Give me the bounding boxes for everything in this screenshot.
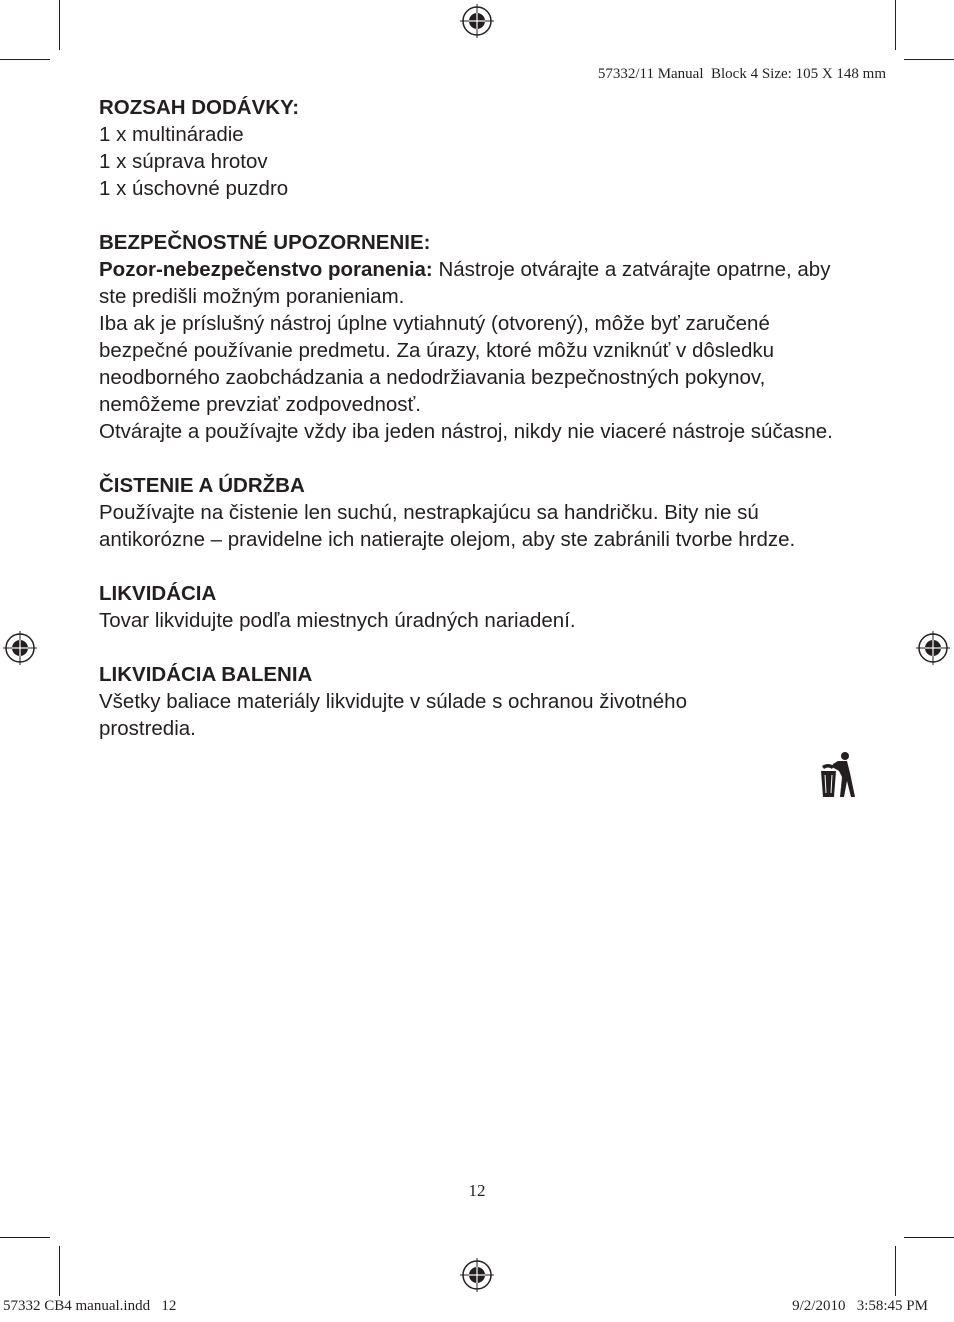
page-number: 12 bbox=[468, 1181, 486, 1200]
footer-file-info: 57332 CB4 manual.indd 12 bbox=[3, 1298, 177, 1314]
paragraph: Tovar likvidujte podľa miestnych úradných nariadení. bbox=[99, 609, 576, 632]
section-heading: BEZPEČNOSTNÉ UPOZORNENIE: bbox=[99, 231, 431, 254]
list-item: 1 x úschovné puzdro bbox=[99, 177, 289, 200]
section-heading: LIKVIDÁCIA bbox=[99, 582, 217, 605]
crop-mark bbox=[0, 1237, 50, 1238]
section-scope-of-delivery bbox=[99, 94, 859, 202]
warning-text: Nástroje otvárajte a zatvárajte opatrne, aby ste predišli možným poranieniam. bbox=[99, 258, 831, 308]
list-item: 1 x súprava hrotov bbox=[99, 150, 268, 173]
registration-mark-icon bbox=[916, 631, 950, 665]
registration-mark-icon bbox=[460, 1258, 494, 1292]
warning-lead: Pozor-nebezpečenstvo poranenia: bbox=[99, 258, 433, 281]
paragraph: Otvárajte a používajte vždy iba jeden nástroj, nikdy nie viaceré nástroje súčasne. bbox=[99, 420, 833, 443]
registration-mark-icon bbox=[3, 631, 37, 665]
crop-mark bbox=[0, 59, 50, 60]
section-heading: ČISTENIE A ÚDRŽBA bbox=[99, 474, 305, 497]
crop-mark bbox=[904, 59, 954, 60]
section-heading: ROZSAH DODÁVKY: bbox=[99, 96, 300, 119]
section-cleaning-maintenance bbox=[99, 472, 859, 553]
paragraph: Všetky baliace materiály likvidujte v súlade s ochranou životného prostredia. bbox=[99, 690, 687, 740]
footer-timestamp: 9/2/2010 3:58:45 PM bbox=[792, 1298, 928, 1314]
crop-mark bbox=[895, 0, 896, 50]
section-safety-notice bbox=[99, 229, 859, 445]
manual-content bbox=[99, 94, 859, 769]
section-disposal bbox=[99, 580, 859, 634]
registration-mark-icon bbox=[460, 4, 494, 38]
crop-mark bbox=[59, 0, 60, 50]
crop-mark bbox=[895, 1246, 896, 1296]
job-info-header: 57332/11 Manual Block 4 Size: 105 X 148 mm bbox=[597, 66, 886, 82]
crop-mark bbox=[59, 1246, 60, 1296]
tidyman-bin-icon bbox=[820, 751, 858, 799]
list-item: 1 x multináradie bbox=[99, 123, 244, 146]
paragraph bbox=[99, 256, 859, 310]
paragraph: Iba ak je príslušný nástroj úplne vytiahnutý (otvorený), môže byť zaručené bezpečné používanie predmetu. Za úrazy, ktoré môžu vzniknúť v dôsledku neodborného zaobchádzania a nedodržiavania bezpečnostných pokynov, nemôžeme prevziať zodpovednosť. bbox=[99, 312, 775, 416]
crop-mark bbox=[904, 1237, 954, 1238]
section-heading: LIKVIDÁCIA BALENIA bbox=[99, 663, 313, 686]
paragraph: Používajte na čistenie len suchú, nestrapkajúcu sa handričku. Bity nie sú antikorózne – pravidelne ich natierajte olejom, aby ste zabránili tvorbe hrdze. bbox=[99, 501, 796, 551]
section-packaging-disposal bbox=[99, 661, 859, 742]
